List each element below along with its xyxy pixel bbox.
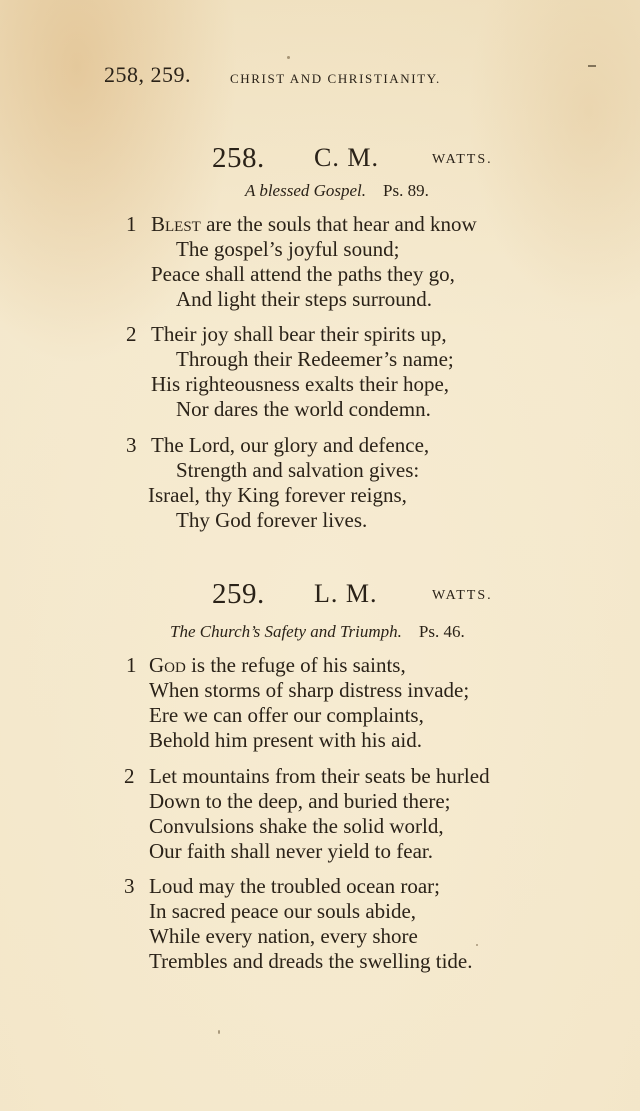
verse-line: Strength and salvation gives: — [176, 458, 420, 482]
verse-line: Loud may the troubled ocean roar; — [149, 874, 440, 898]
hymn-meter: L. M. — [314, 579, 378, 608]
verse-number: 2 — [126, 322, 137, 346]
verse-line: While every nation, every shore — [149, 924, 418, 948]
verse-line: Trembles and dreads the swelling tide. — [149, 949, 473, 973]
hymn-subtitle — [245, 181, 429, 201]
verse-line: Our faith shall never yield to fear. — [149, 839, 433, 863]
verse-line: The Lord, our glory and defence, — [151, 433, 430, 457]
paper-speck — [218, 1030, 220, 1034]
verse-line: Thy God forever lives. — [176, 508, 368, 532]
verse-number: 1 — [126, 212, 137, 236]
verse-line: Behold him present with his aid. — [149, 728, 422, 752]
verse-number: 1 — [126, 653, 137, 677]
verse-line: Convulsions shake the solid world, — [149, 814, 444, 838]
verse-line: In sacred peace our souls abide, — [149, 899, 417, 923]
page-numbers: 258, 259. — [104, 62, 191, 87]
hymn-author: WATTS. — [432, 588, 493, 603]
hymn-author: WATTS. — [432, 152, 493, 167]
verse-line: Israel, thy King forever reigns, — [148, 483, 407, 507]
verse-number: 2 — [124, 764, 135, 788]
verse-line: Their joy shall bear their spirits up, — [151, 322, 447, 346]
hymn-topic: A blessed Gospel. — [245, 181, 367, 200]
verse-line: Nor dares the world condemn. — [176, 397, 431, 421]
verse-line: Ere we can offer our complaints, — [149, 703, 424, 727]
verse-number: 3 — [124, 874, 135, 898]
hymn-subtitle — [170, 622, 465, 642]
hymn-header — [0, 142, 640, 182]
verse-line: Blest are the souls that hear and know — [151, 212, 477, 236]
margin-mark — [588, 65, 596, 67]
verse-number: 3 — [126, 433, 137, 457]
scripture-reference: Ps. 89. — [383, 181, 429, 200]
verse-line: Let mountains from their seats be hurled — [149, 764, 490, 788]
hymn-header — [0, 578, 640, 618]
hymn-number: 258. — [212, 142, 265, 174]
verse-line: Through their Redeemer’s name; — [176, 347, 454, 371]
hymn-topic: The Church’s Safety and Triumph. — [170, 622, 402, 641]
hymn-number: 259. — [212, 578, 265, 610]
scripture-reference: Ps. 46. — [418, 622, 465, 641]
verse-line: God is the refuge of his saints, — [149, 653, 406, 677]
verse-line: The gospel’s joyful sound; — [176, 237, 400, 261]
paper-speck — [287, 56, 290, 59]
verse-line: Peace shall attend the paths they go, — [151, 262, 455, 286]
verse-line: And light their steps surround. — [176, 287, 433, 311]
running-head — [104, 62, 504, 92]
hymn-meter: C. M. — [314, 143, 379, 172]
verse-line: Down to the deep, and buried there; — [149, 789, 451, 813]
verse-line: His righteousness exalts their hope, — [151, 372, 450, 396]
running-title: CHRIST AND CHRISTIANITY. — [230, 71, 441, 86]
verse-line: When storms of sharp distress invade; — [149, 678, 470, 702]
paper-speck — [476, 944, 478, 946]
